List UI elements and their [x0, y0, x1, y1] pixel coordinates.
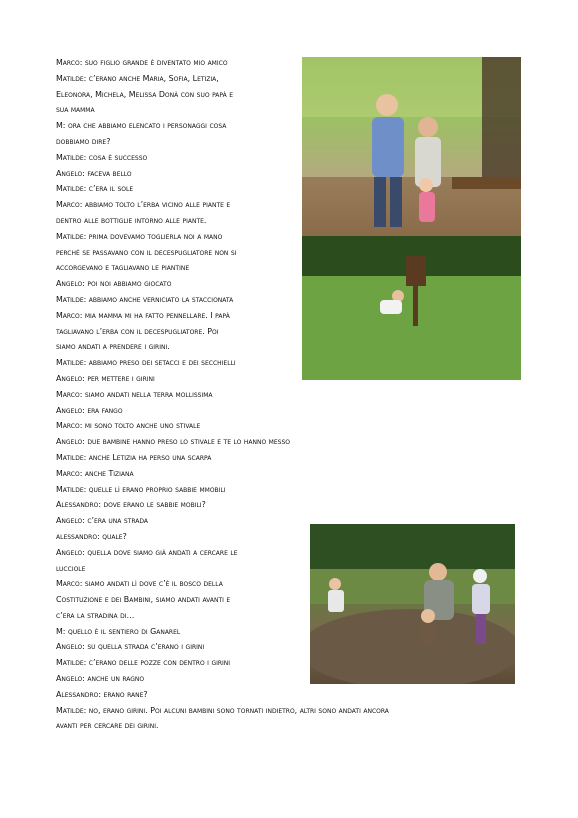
dialogue-line: M: ora che abbiamo elencato i personaggi cosa [56, 121, 227, 131]
dialogue-line: Marco: anche Tiziana [56, 468, 134, 478]
dialogue-line: Matilde: c’erano anche Maria, Sofia, Letizia, [56, 73, 219, 83]
photo-family-portrait-drawing [302, 57, 521, 236]
dialogue-line: dentro alle bottiglie intorno alle piante. [56, 215, 207, 225]
dialogue-line: Matilde: abbiamo anche verniciato la staccionata [56, 294, 234, 304]
dialogue-line: Marco: siamo andati lì dove c’è il bosco della [56, 579, 223, 589]
dialogue-line: Matilde: quelle lì erano proprio sabbie mmobili [56, 484, 226, 494]
dialogue-line: Costituzione e dei Bambini, siamo andati avanti e [56, 595, 231, 605]
dialogue-line: Matilde: anche Letizia ha perso una scarpa [56, 452, 212, 462]
dialogue-line: Marco: mia mamma mi ha fatto pennellare. I papà [56, 310, 230, 320]
dialogue-line: Marco: abbiamo tolto l’erba vicino alle piante e [56, 200, 231, 210]
dialogue-line: Matilde: prima dovevamo toglierla noi a mano [56, 231, 223, 241]
dialogue-line: perché se passavano con il decespugliatore non si [56, 247, 237, 257]
dialogue-line: Alessandro: dove erano le sabbie mobili? [56, 500, 206, 510]
dialogue-line: Marco: siamo andati nella terra mollissima [56, 389, 213, 399]
dialogue-line: siamo andati a prendere i girini. [56, 342, 170, 352]
photo-child-in-grass [302, 236, 521, 380]
dialogue-line: Alessandro: erano rane? [56, 689, 148, 699]
dialogue-line: Angelo: due bambine hanno preso lo stivale e te lo hanno messo [56, 437, 290, 447]
dialogue-line: Marco: mi sono tolto anche uno stivale [56, 421, 201, 431]
dialogue-line: Angelo: c’era una strada [56, 516, 148, 526]
dialogue-line: Angelo: anche un ragno [56, 674, 145, 684]
dialogue-line: Matilde: abbiamo preso dei setacci e dei secchielli [56, 358, 236, 368]
dialogue-line: avanti per cercare dei girini. [56, 721, 159, 731]
dialogue-line: Angelo: per mettere i girini [56, 373, 155, 383]
dialogue-line: Eleonora, Michela, Melissa Donà con suo papà e [56, 89, 234, 99]
dialogue-line: Matilde: no, erano girini. Poi alcuni bambini sono tornati indietro, altri sono andati ancora [56, 705, 389, 715]
dialogue-line: Angelo: poi noi abbiamo giocato [56, 279, 172, 289]
dialogue-line: Marco: suo figlio grande è diventato mio amico [56, 58, 228, 67]
dialogue-line: sua mamma [56, 105, 95, 115]
dialogue-line: M: quello è il sentiero di Ganarel [56, 626, 181, 636]
photo-family-portrait [302, 57, 521, 236]
photo-children-in-mud [310, 524, 515, 684]
dialogue-line: Matilde: cosa è successo [56, 152, 148, 162]
dialogue-line: lucciole [56, 563, 86, 573]
dialogue-line: tagliavano l’erba con il decespugliatore. Poi [56, 326, 219, 336]
dialogue-line: dobbiamo dire? [56, 136, 111, 146]
dialogue-line: Angelo: faceva bello [56, 168, 132, 178]
photo-child-in-grass-drawing [302, 236, 521, 380]
dialogue-line: Matilde: c’erano delle pozze con dentro i girini [56, 658, 231, 668]
dialogue-line: alessandro: quale? [56, 531, 127, 541]
dialogue-line: Angelo: quella dove siamo già andati a cercare le [56, 547, 238, 557]
dialogue-line: Angelo: era fango [56, 405, 123, 415]
dialogue-line: Angelo: su quella strada c’erano i girini [56, 642, 205, 652]
dialogue-line: c’era la stradina di… [56, 610, 135, 620]
dialogue-line: Matilde: c’era il sole [56, 184, 134, 194]
photo-children-in-mud-drawing [310, 524, 515, 684]
dialogue-line: accorgevano e tagliavano le piantine [56, 263, 190, 273]
